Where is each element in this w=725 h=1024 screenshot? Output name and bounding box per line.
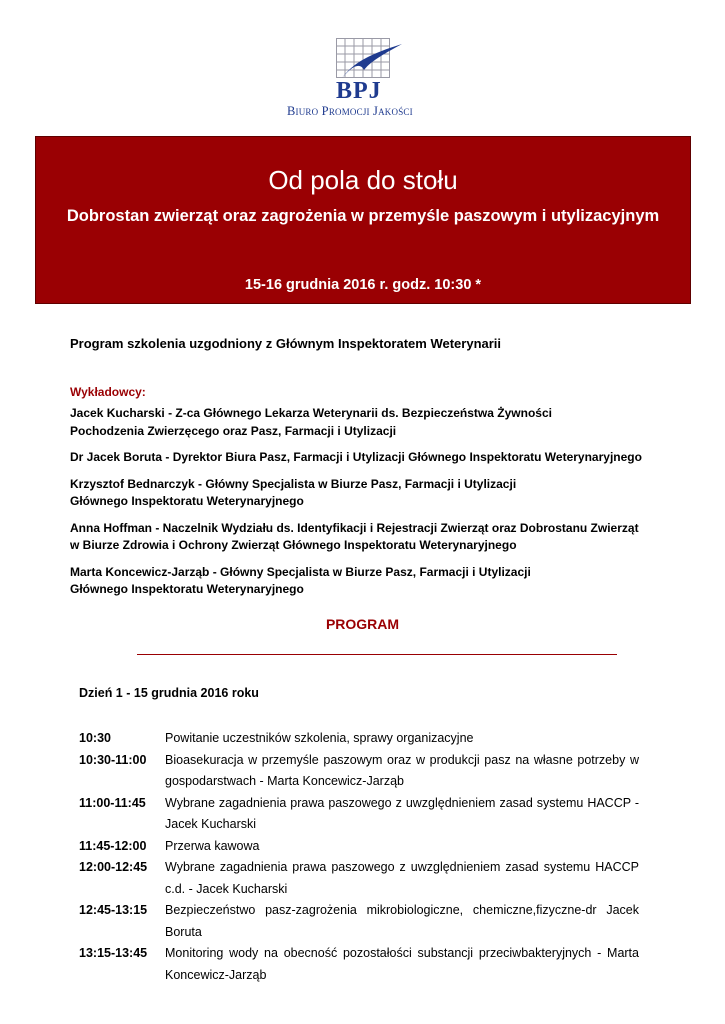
lecturer-line: Krzysztof Bednarczyk - Główny Specjalista w Biurze Pasz, Farmacji i Utylizacji <box>70 476 517 491</box>
event-date: 15-16 grudnia 2016 r. godz. 10:30 * <box>244 277 482 293</box>
schedule-desc: Wybrane zagadnienia prawa paszowego z uwzględnieniem zasad systemu HACCP - Jacek Kucharski <box>165 795 639 831</box>
schedule-time: 12:45-13:15 <box>79 903 148 917</box>
title-banner <box>35 136 691 304</box>
schedule-desc: Bezpieczeństwo pasz-zagrożenia mikrobiologiczne, chemiczne,fizyczne-dr Jacek Boruta <box>165 903 639 939</box>
schedule-desc: Przerwa kawowa <box>165 838 260 853</box>
schedule-row <box>79 900 639 943</box>
schedule-desc: Powitanie uczestników szkolenia, sprawy organizacyjne <box>165 731 474 745</box>
day-heading: Dzień 1 - 15 grudnia 2016 roku <box>79 686 259 700</box>
lecturer-line: Głównego Inspektoratu Weterynaryjnego <box>70 582 304 596</box>
schedule-time: 10:30 <box>79 731 111 745</box>
schedule-desc: Monitoring wody na obecność pozostałości substancji przeciwbakteryjnych - Marta Koncewicz-Jarząb <box>165 946 639 982</box>
logo-full-name: Biuro Promocji Jakości <box>287 104 413 118</box>
lecturer-line: Pochodzenia Zwierzęcego oraz Pasz, Farmacji i Utylizacji <box>70 423 397 438</box>
lecturer-line: Dr Jacek Boruta - Dyrektor Biura Pasz, Farmacji i Utylizacji Głównego Inspektoratu Weterynaryjnego <box>70 450 642 464</box>
page-subtitle: Dobrostan zwierząt oraz zagrożenia w przemyśle paszowym i utylizacyjnym <box>66 207 660 225</box>
schedule-time: 11:00-11:45 <box>79 795 146 810</box>
schedule-time: 13:15-13:45 <box>79 946 148 960</box>
lecturer-item <box>70 476 690 511</box>
lecturers-label: Wykładowcy: <box>70 385 146 399</box>
schedule-desc: Wybrane zagadnienia prawa paszowego z uwzględnieniem zasad systemu HACCP c.d. - Jacek Kucharski <box>165 860 639 896</box>
program-heading: PROGRAM <box>325 616 400 632</box>
schedule-time: 11:45-12:00 <box>79 838 147 853</box>
logo-abbreviation: BPJ <box>336 78 382 104</box>
schedule-row <box>79 857 639 900</box>
schedule-time: 10:30-11:00 <box>79 752 147 767</box>
schedule-desc: Bioasekuracja w przemyśle paszowym oraz w produkcji pasz na własne potrzeby w gospodarstwach - Marta Koncewicz-Jarząb <box>165 752 639 788</box>
program-intro: Program szkolenia uzgodniony z Głównym Inspektoratem Weterynarii <box>70 336 502 351</box>
schedule-row <box>79 750 639 793</box>
lecturer-line: w Biurze Zdrowia i Ochrony Zwierząt Głównego Inspektoratu Weterynaryjnego <box>70 538 517 552</box>
schedule-time: 12:00-12:45 <box>79 860 148 874</box>
schedule-row <box>79 943 639 986</box>
lecturer-line: Jacek Kucharski - Z-ca Głównego Lekarza Weterynarii ds. Bezpieczeństwa Żywności <box>70 406 552 420</box>
lecturer-line: Głównego Inspektoratu Weterynaryjnego <box>70 494 304 508</box>
schedule-row <box>79 836 639 858</box>
lecturer-line: Marta Koncewicz-Jarząb - Główny Specjalista w Biurze Pasz, Farmacji i Utylizacji <box>70 564 531 579</box>
divider <box>137 654 617 655</box>
lecturer-item <box>70 564 690 599</box>
lecturer-line: Anna Hoffman - Naczelnik Wydziału ds. Identyfikacji i Rejestracji Zwierząt oraz Dobrostanu Zwierząt <box>70 520 639 535</box>
page-title: Od pola do stołu <box>268 165 458 195</box>
schedule-table <box>79 728 639 986</box>
bpj-logo <box>284 34 444 120</box>
schedule-row <box>79 728 639 750</box>
lecturer-item <box>70 405 690 440</box>
lecturer-item <box>70 449 690 467</box>
schedule-row <box>79 793 639 836</box>
lecturer-item <box>70 520 690 555</box>
lecturers-list <box>70 405 690 608</box>
bird-icon <box>340 40 404 80</box>
